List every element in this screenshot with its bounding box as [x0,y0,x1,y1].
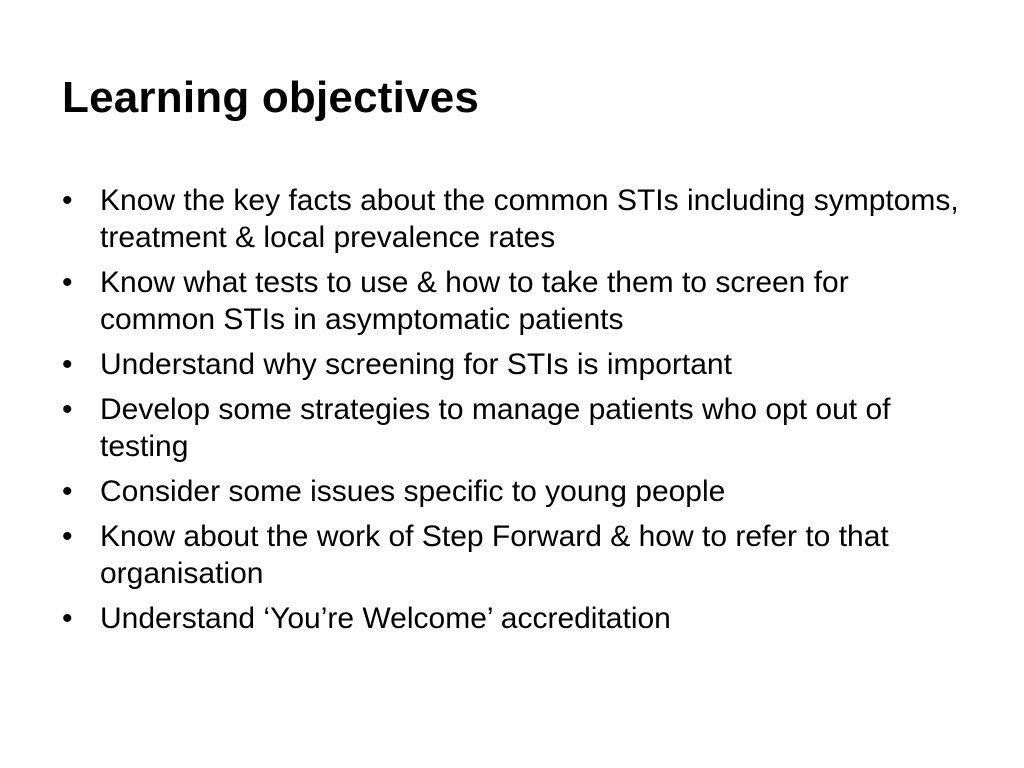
bullet-item [62,473,962,510]
bullet-text: Know what tests to use & how to take them to screen for common STIs in asymptomatic patients [100,266,849,336]
bullet-item [62,264,962,338]
slide-title: Learning objectives [62,73,480,122]
bullet-icon: • [62,393,73,426]
bullet-item [62,518,962,592]
bullet-text: Consider some issues specific to young people [100,475,726,508]
bullet-item [62,182,962,256]
bullet-icon: • [62,266,73,299]
bullet-text: Know the key facts about the common STIs including symptoms, treatment & local prevalence rates [100,184,959,254]
bullet-text: Understand ‘You’re Welcome’ accreditation [100,602,671,635]
bullet-item [62,391,962,465]
bullet-icon: • [62,184,73,217]
bullet-list [62,182,962,645]
bullet-text: Understand why screening for STIs is important [100,348,732,381]
bullet-item [62,346,962,383]
bullet-text: Develop some strategies to manage patients who opt out of testing [100,393,891,463]
bullet-text: Know about the work of Step Forward & how to refer to that organisation [100,520,889,590]
bullet-icon: • [62,602,73,635]
bullet-icon: • [62,520,73,553]
bullet-icon: • [62,348,73,381]
bullet-item [62,600,962,637]
bullet-icon: • [62,475,73,508]
